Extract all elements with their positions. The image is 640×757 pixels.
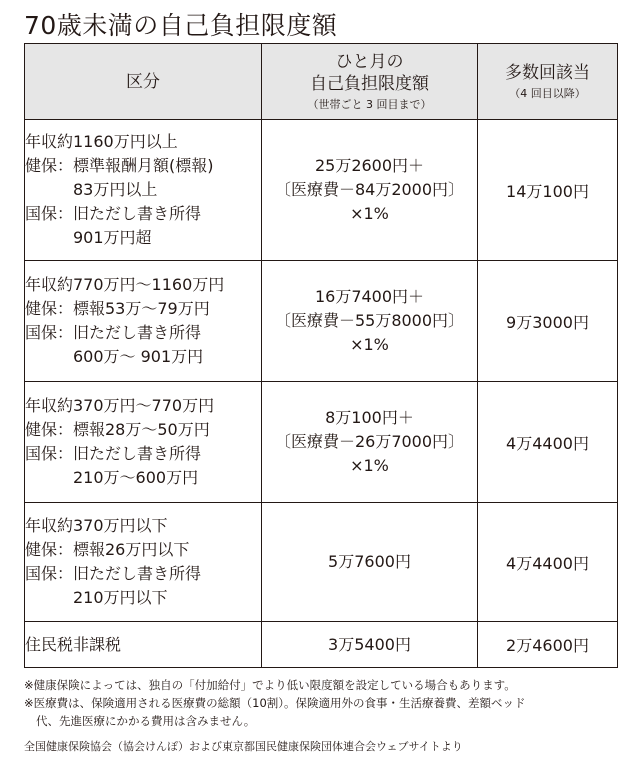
multi-cell: 4万4400円 bbox=[478, 382, 618, 503]
source-credit: 全国健康保険協会（協会けんぽ）および東京都国民健康保険団体連合会ウェブサイトより bbox=[24, 740, 463, 753]
category-cell: 住民税非課税 bbox=[25, 622, 262, 668]
header-multiple-times: 多数回該当 （4 回目以降） bbox=[478, 44, 618, 120]
category-cell: 年収約770万円～1160万円 健保：標報53万～79万円 国保：旧ただし書き所得 600万～ 901万円 bbox=[25, 261, 262, 382]
limit-cell: 16万7400円＋ 〔医療費－55万8000円〕 ×1% bbox=[262, 261, 478, 382]
multi-cell: 14万100円 bbox=[478, 120, 618, 261]
multi-cell: 4万4400円 bbox=[478, 503, 618, 622]
table-row bbox=[25, 120, 618, 261]
footnote-continuation: 代、先進医療にかかる費用は含みません。 bbox=[36, 714, 256, 728]
table-row bbox=[25, 622, 618, 668]
table-row bbox=[25, 382, 618, 503]
table-row bbox=[25, 261, 618, 382]
limit-cell: 3万5400円 bbox=[262, 622, 478, 668]
limit-cell: 5万7600円 bbox=[262, 503, 478, 622]
cost-limit-table bbox=[24, 43, 618, 668]
header-monthly-limit: ひと月の 自己負担限度額 （世帯ごと 3 回目まで） bbox=[262, 44, 478, 120]
category-cell: 年収約1160万円以上 健保：標準報酬月額(標報) 83万円以上 国保：旧ただし書き所得 901万円超 bbox=[25, 120, 262, 261]
limit-cell: 25万2600円＋ 〔医療費－84万2000円〕 ×1% bbox=[262, 120, 478, 261]
table-row bbox=[25, 503, 618, 622]
multi-cell: 9万3000円 bbox=[478, 261, 618, 382]
limit-cell: 8万100円＋ 〔医療費－26万7000円〕 ×1% bbox=[262, 382, 478, 503]
category-cell: 年収約370万円以下 健保：標報26万円以下 国保：旧ただし書き所得 210万円以下 bbox=[25, 503, 262, 622]
page-title: 70歳未満の自己負担限度額 bbox=[24, 11, 338, 40]
table-header-row bbox=[25, 44, 618, 120]
footnotes bbox=[24, 676, 624, 730]
footnote: ※健康保険によっては、独自の「付加給付」でより低い限度額を設定している場合もあります。 bbox=[24, 678, 516, 692]
footnote: ※医療費は、保険適用される医療費の総額（10割）。保険適用外の食事・生活療養費、差額ベッド bbox=[24, 696, 526, 710]
header-category: 区分 bbox=[25, 44, 262, 120]
multi-cell: 2万4600円 bbox=[478, 622, 618, 668]
category-cell: 年収約370万円～770万円 健保：標報28万～50万円 国保：旧ただし書き所得 210万～600万円 bbox=[25, 382, 262, 503]
